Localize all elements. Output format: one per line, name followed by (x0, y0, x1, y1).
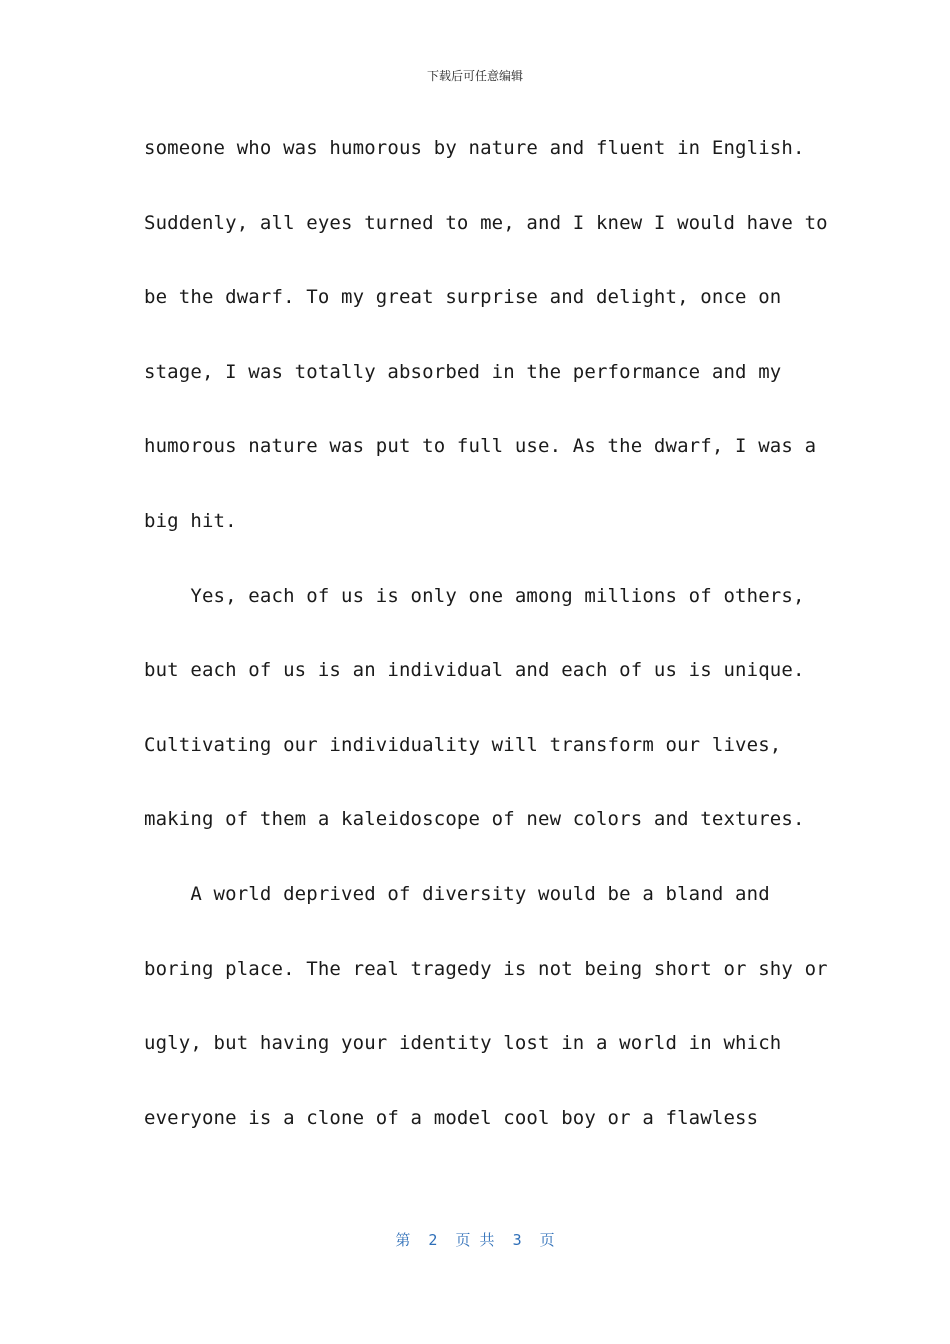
text-line: boring place. The real tragedy is not being short or shy or (144, 957, 828, 980)
text-line: ugly, but having your identity lost in a world in which (144, 1032, 782, 1055)
text-line: but each of us is an individual and each of us is unique. (144, 659, 805, 682)
text-line: A world deprived of diversity would be a bland and (144, 882, 770, 905)
page-number-footer: 第 2 页 共 3 页 (395, 1231, 555, 1249)
text-line: be the dwarf. To my great surprise and delight, once on (144, 286, 782, 309)
document-body (144, 128, 828, 1172)
text-line: everyone is a clone of a model cool boy or a flawless (144, 1106, 759, 1129)
text-line: stage, I was totally absorbed in the performance and my (144, 360, 782, 383)
text-line: Yes, each of us is only one among millions of others, (144, 584, 805, 607)
text-line: Suddenly, all eyes turned to me, and I knew I would have to (144, 211, 828, 234)
text-line: humorous nature was put to full use. As the dwarf, I was a (144, 435, 817, 458)
page-header: 下载后可任意编辑 (426, 69, 523, 83)
text-line: Cultivating our individuality will transform our lives, (144, 733, 782, 756)
text-line: big hit. (144, 509, 237, 532)
text-line: someone who was humorous by nature and fluent in English. (144, 137, 805, 159)
text-line: making of them a kaleidoscope of new colors and textures. (144, 808, 805, 831)
